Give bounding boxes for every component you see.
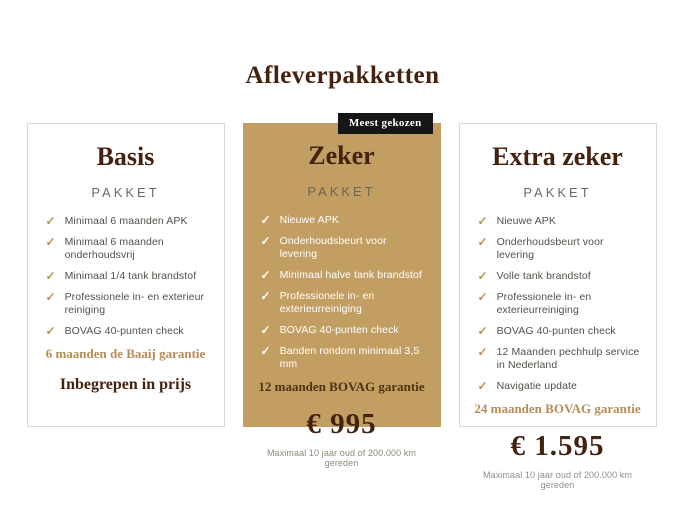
feature-label: Banden rondom minimaal 3,5 mm xyxy=(279,345,420,370)
feature-label: BOVAG 40-punten check xyxy=(279,324,399,336)
feature-label: 12 Maanden pechhulp service in Nederland xyxy=(496,346,640,371)
package-card-zeker xyxy=(243,117,441,468)
package-cards xyxy=(27,117,659,490)
feature-label: Professionele in- en exterieur reiniging xyxy=(64,291,205,316)
checkmark-icon: ✓ xyxy=(477,345,488,359)
checkmark-icon: ✓ xyxy=(45,290,56,304)
feature-item xyxy=(46,236,210,262)
feature-item xyxy=(46,215,210,228)
checkmark-icon: ✓ xyxy=(477,324,488,338)
checkmark-icon: ✓ xyxy=(477,379,488,393)
feature-item xyxy=(478,236,642,262)
feature-label: Minimaal 1/4 tank brandstof xyxy=(64,270,197,282)
feature-list-zeker xyxy=(257,214,427,379)
feature-label: Volle tank brandstof xyxy=(496,270,591,282)
checkmark-icon: ✓ xyxy=(45,235,56,249)
checkmark-icon: ✓ xyxy=(260,213,271,227)
checkmark-icon: ✓ xyxy=(45,324,56,338)
feature-item xyxy=(478,291,642,317)
package-subtitle: PAKKET xyxy=(307,184,376,199)
most-chosen-badge: Meest gekozen xyxy=(338,113,433,134)
feature-label: BOVAG 40-punten check xyxy=(64,325,184,337)
feature-item xyxy=(478,325,642,338)
feature-label: Onderhoudsbeurt voor levering xyxy=(279,235,387,260)
guarantee-text: 24 maanden BOVAG garantie xyxy=(474,401,641,416)
checkmark-icon: ✓ xyxy=(260,234,271,248)
page-title: Afleverpakketten xyxy=(245,62,440,89)
feature-list-extra-zeker xyxy=(474,215,642,401)
package-title-basis: Basis xyxy=(96,142,155,171)
age-mileage-note: Maximaal 10 jaar oud of 200.000 km gereden xyxy=(267,448,416,468)
feature-label: Navigatie update xyxy=(496,380,577,392)
checkmark-icon: ✓ xyxy=(477,290,488,304)
checkmark-icon: ✓ xyxy=(477,214,488,228)
guarantee-text: 12 maanden BOVAG garantie xyxy=(258,379,425,394)
feature-item xyxy=(261,235,427,261)
feature-item xyxy=(261,324,427,337)
feature-item xyxy=(261,345,427,371)
age-mileage-note: Maximaal 10 jaar oud of 200.000 km gereden xyxy=(483,470,632,490)
feature-item xyxy=(478,346,642,372)
feature-item xyxy=(261,214,427,227)
feature-label: Nieuwe APK xyxy=(279,214,339,226)
checkmark-icon: ✓ xyxy=(260,323,271,337)
feature-list-basis xyxy=(42,215,210,346)
package-card-basis xyxy=(27,123,225,427)
checkmark-icon: ✓ xyxy=(260,344,271,358)
feature-label: Minimaal 6 maanden onderhoudsvrij xyxy=(64,236,164,261)
package-title-zeker: Zeker xyxy=(308,141,375,170)
feature-label: Nieuwe APK xyxy=(496,215,556,227)
checkmark-icon: ✓ xyxy=(260,289,271,303)
checkmark-icon: ✓ xyxy=(260,268,271,282)
price-basis: Inbegrepen in prijs xyxy=(59,376,192,393)
feature-item xyxy=(261,269,427,282)
feature-item xyxy=(478,270,642,283)
checkmark-icon: ✓ xyxy=(45,214,56,228)
feature-item xyxy=(46,291,210,317)
package-card-extra-zeker xyxy=(459,123,657,490)
feature-item xyxy=(478,380,642,393)
feature-item xyxy=(46,270,210,283)
guarantee-text: 6 maanden de Baaij garantie xyxy=(45,346,206,361)
package-subtitle: PAKKET xyxy=(91,185,160,200)
package-title-extra-zeker: Extra zeker xyxy=(492,142,623,171)
feature-item xyxy=(261,290,427,316)
checkmark-icon: ✓ xyxy=(477,269,488,283)
feature-item xyxy=(46,325,210,338)
feature-label: Onderhoudsbeurt voor levering xyxy=(496,236,604,261)
package-subtitle: PAKKET xyxy=(523,185,592,200)
checkmark-icon: ✓ xyxy=(45,269,56,283)
price-extra-zeker: € 1.595 xyxy=(510,430,605,462)
feature-item xyxy=(478,215,642,228)
feature-label: BOVAG 40-punten check xyxy=(496,325,616,337)
feature-label: Professionele in- en exterieurreiniging xyxy=(279,290,375,315)
checkmark-icon: ✓ xyxy=(477,235,488,249)
feature-label: Minimaal halve tank brandstof xyxy=(279,269,422,281)
feature-label: Minimaal 6 maanden APK xyxy=(64,215,188,227)
price-zeker: € 995 xyxy=(306,408,377,440)
feature-label: Professionele in- en exterieurreiniging xyxy=(496,291,592,316)
